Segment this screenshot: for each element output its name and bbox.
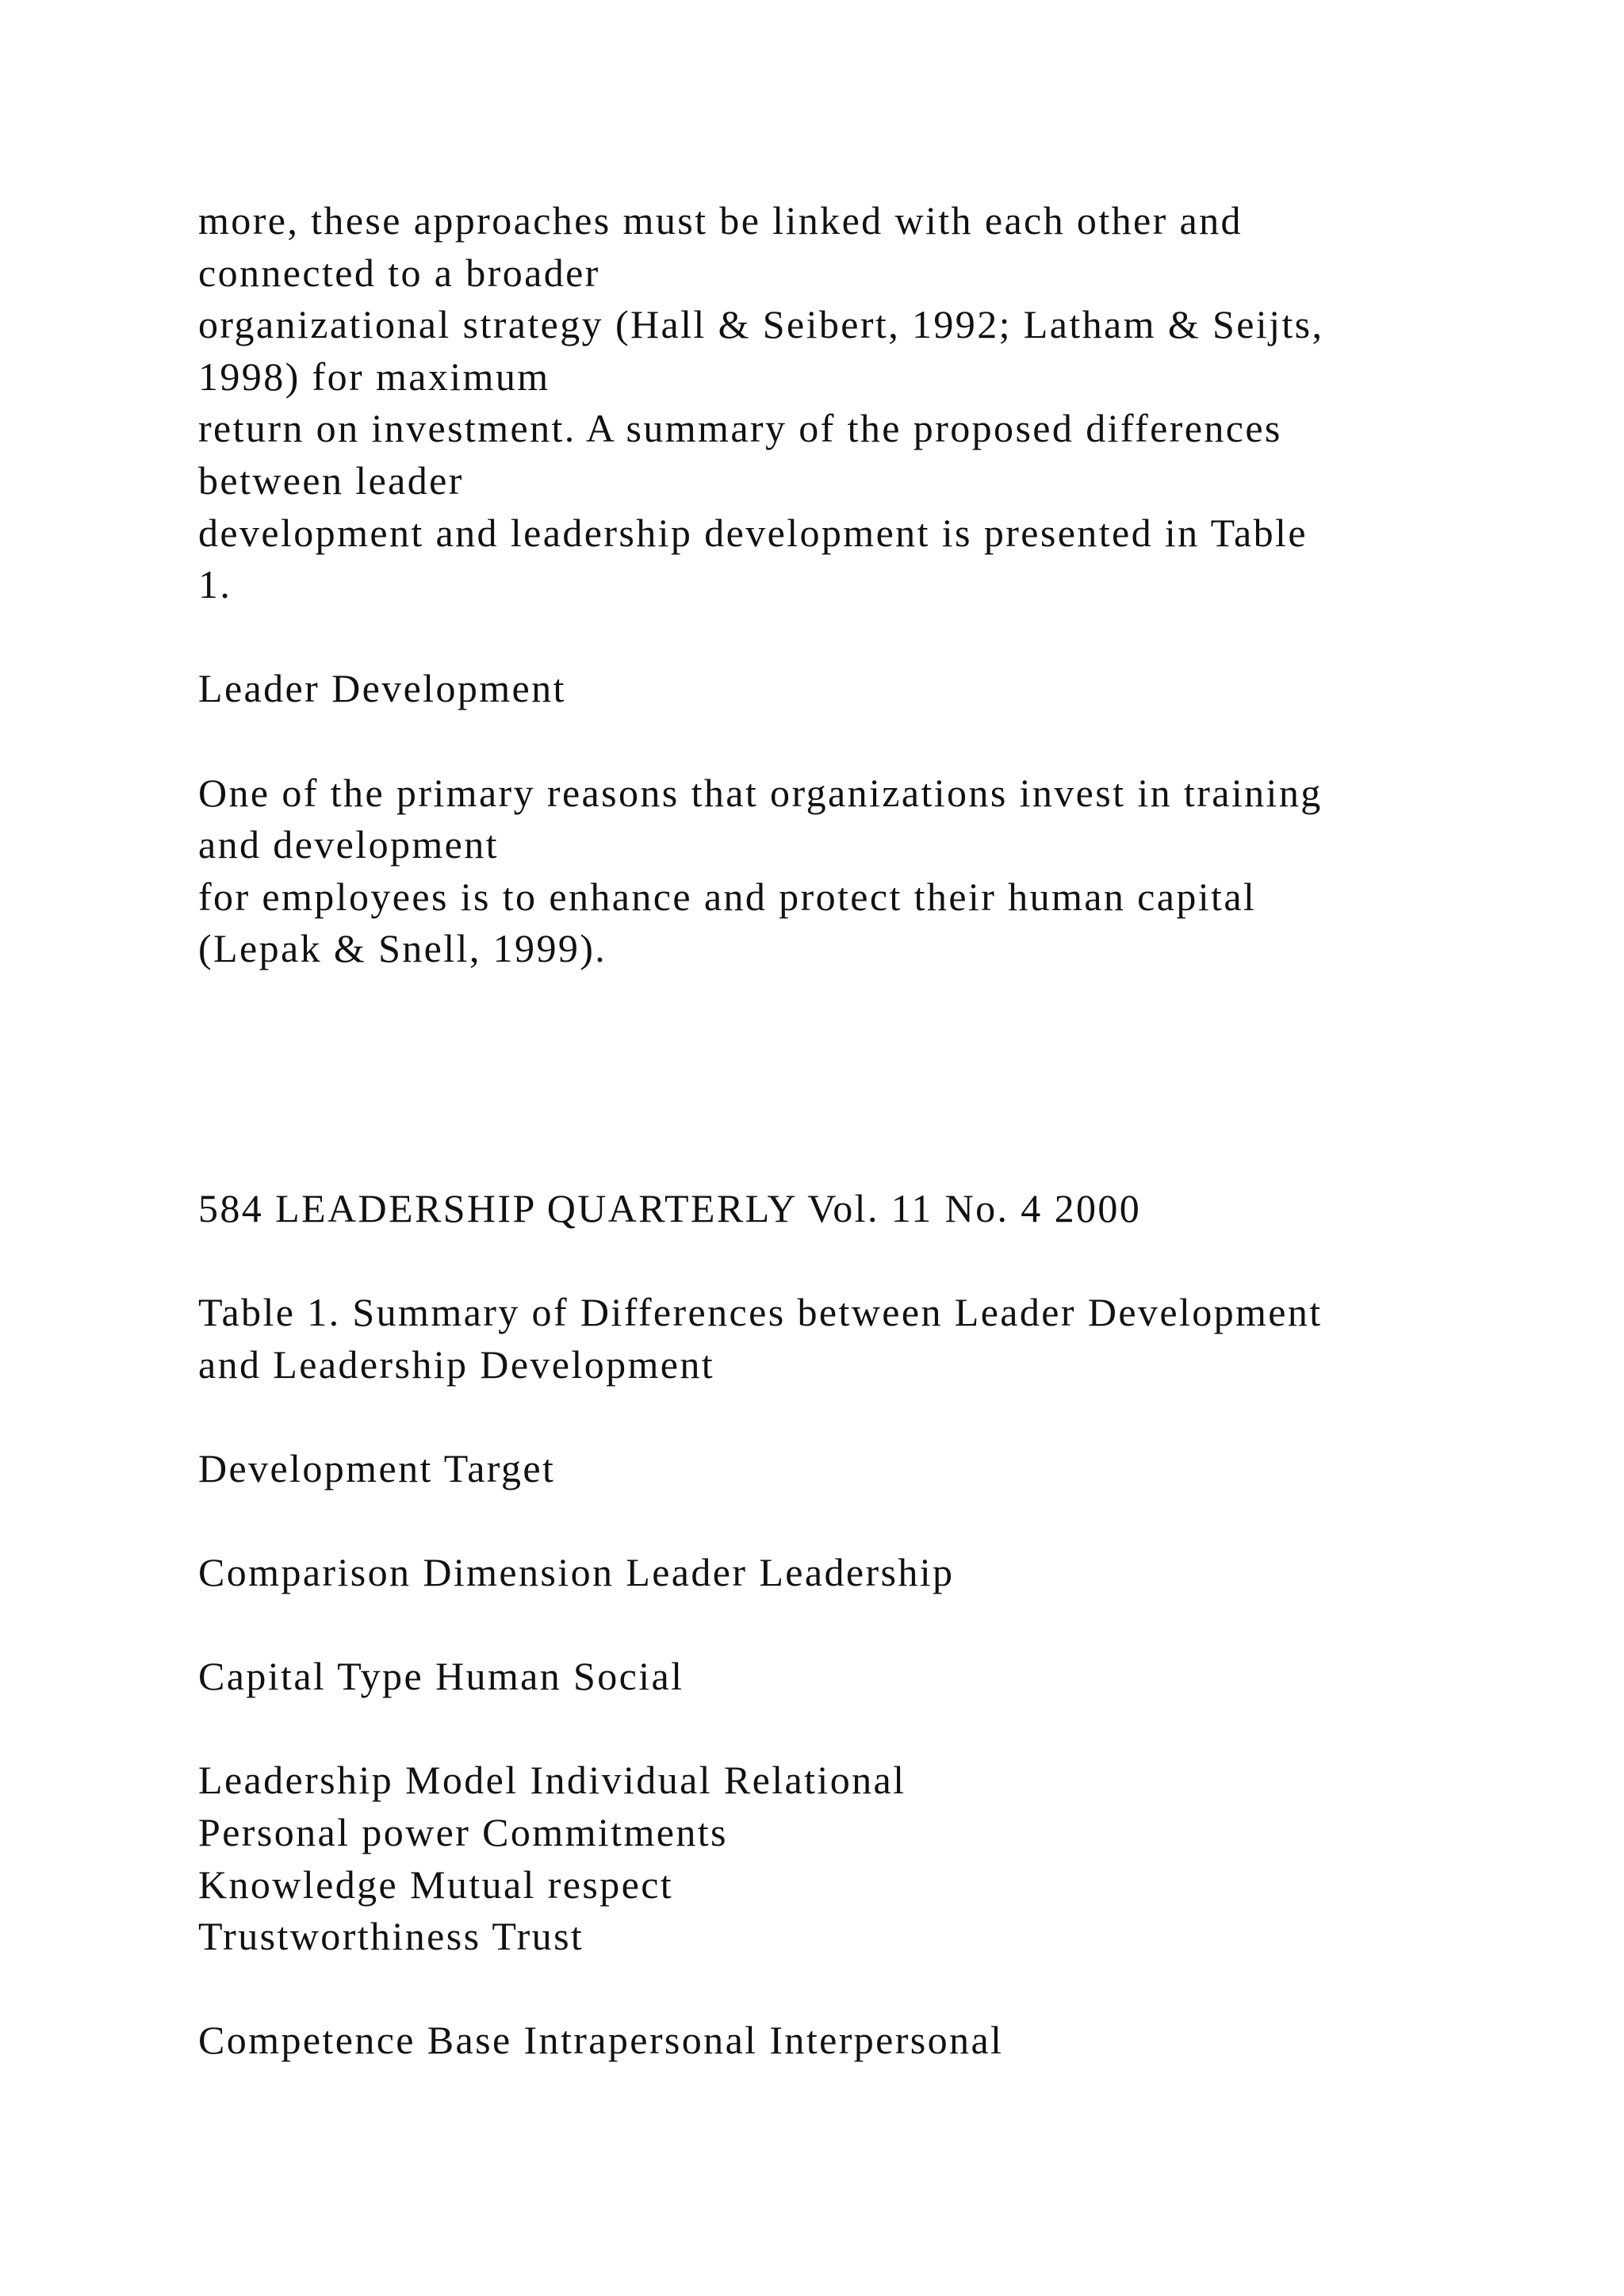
paragraph-human-capital (198, 767, 1546, 975)
text-line: between leader (198, 457, 464, 503)
paragraph-spacer (198, 1391, 1546, 1443)
row-spacer (198, 1963, 1546, 2015)
table-row-line: Personal power Commitments (198, 1810, 728, 1855)
text-line: development and leadership development is presented in Table (198, 510, 1308, 555)
table-row-leadership-model (198, 1755, 1546, 1962)
row-spacer (198, 1599, 1546, 1651)
text-line: and Leadership Development (198, 1341, 715, 1387)
text-line: 1998) for maximum (198, 354, 550, 399)
table-row-capital-type: Capital Type Human Social (198, 1654, 684, 1699)
row-spacer (198, 1703, 1546, 1755)
table-column-header-row: Comparison Dimension Leader Leadership (198, 1550, 955, 1595)
text-line: return on investment. A summary of the proposed differences (198, 406, 1282, 451)
section-heading: Leader Development (198, 666, 566, 711)
text-line: 1. (198, 562, 232, 607)
table-row-line: Leadership Model Individual Relational (198, 1758, 906, 1803)
text-line: more, these approaches must be linked with each other and (198, 198, 1243, 243)
text-line: organizational strategy (Hall & Seibert, 1992; Latham & Seijts, (198, 302, 1324, 347)
page-header: 584 LEADERSHIP QUARTERLY Vol. 11 No. 4 2000 (198, 1185, 1142, 1230)
table-body (198, 1443, 1546, 2067)
table-caption (198, 1287, 1546, 1391)
paragraph-spacer (198, 715, 1546, 767)
text-line: and development (198, 822, 499, 867)
document-body (198, 195, 1546, 2067)
text-line: (Lepak & Snell, 1999). (198, 926, 607, 971)
row-spacer (198, 1494, 1546, 1547)
paragraph-spacer (198, 611, 1546, 664)
page-break-spacer (198, 975, 1546, 1183)
text-line: One of the primary reasons that organizations invest in training (198, 770, 1323, 815)
text-line: for employees is to enhance and protect their human capital (198, 874, 1257, 919)
paragraph-spacer (198, 1235, 1546, 1288)
table-row-competence-base: Competence Base Intrapersonal Interpersonal (198, 2018, 1004, 2063)
table-row-line: Trustworthiness Trust (198, 1914, 584, 1959)
table-row-line: Knowledge Mutual respect (198, 1862, 674, 1907)
table-span-header: Development Target (198, 1445, 556, 1490)
paragraph-intro (198, 195, 1546, 611)
text-line: connected to a broader (198, 250, 600, 295)
text-line: Table 1. Summary of Differences between Leader Development (198, 1290, 1323, 1335)
